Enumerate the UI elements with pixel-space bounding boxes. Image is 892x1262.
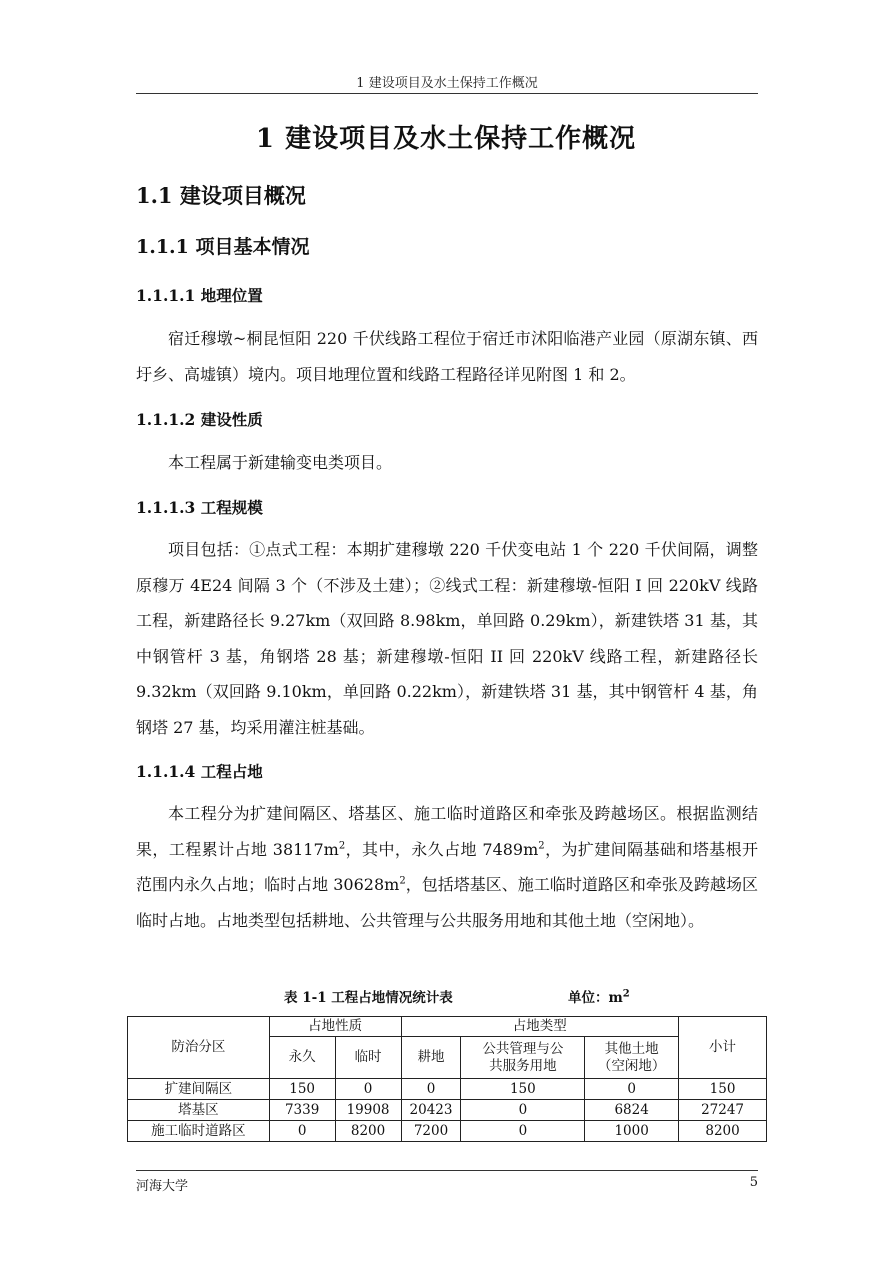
paragraph-scale: 项目包括：①点式工程：本期扩建穆墩 220 千伏变电站 1 个 220 千伏间隔，调整原穆万 4E24 间隔 3 个（不涉及土建）；②线式工程：新建穆墩-恒阳 I 回 220kV 线路工程，新建路径长 9.27km（双回路 8.98km，单回路 0.29km），新建铁塔 31 基，其中钢管杆 3 基，角钢塔 28 基；新建穆墩-恒阳 II 回 220kV 线路工程，新建路径长 9.32km（双回路 9.10km，单回路 0.22km），新建铁塔 31 基，其中钢管杆 4 基，角钢塔 27 基，均采用灌注桩基础。 [136,540,758,737]
table-title: 表 1-1 工程占地情况统计表 [284,990,453,1006]
col-header-permanent: 永久 [269,1037,335,1079]
footer-rule [136,1170,758,1171]
cell-other: 1000 [585,1121,679,1142]
cell-permanent: 7339 [269,1100,335,1121]
table-row [128,1121,767,1142]
cell-public: 0 [461,1121,585,1142]
subsection-heading: 1.1.1 项目基本情况 [136,236,310,258]
page-number: 5 [749,1175,758,1190]
running-header: 1 建设项目及水土保持工作概况 [356,76,538,91]
cell-zone: 扩建间隔区 [128,1079,270,1100]
cell-total: 27247 [679,1100,767,1121]
cell-public: 150 [461,1079,585,1100]
col-header-zone: 防治分区 [128,1017,270,1079]
col-header-public: 公共管理与公 共服务用地 [461,1037,585,1079]
cell-other: 6824 [585,1100,679,1121]
heading-scale: 1.1.1.3 工程规模 [136,498,263,517]
cell-zone: 塔基区 [128,1100,270,1121]
cell-farmland: 0 [401,1079,461,1100]
table-row [128,1100,767,1121]
cell-temporary: 19908 [335,1100,401,1121]
footer-organization: 河海大学 [136,1179,189,1194]
col-header-total: 小计 [679,1017,767,1079]
col-group-nature: 占地性质 [269,1017,401,1037]
heading-location: 1.1.1.1 地理位置 [136,286,263,305]
cell-temporary: 8200 [335,1121,401,1142]
cell-farmland: 20423 [401,1100,461,1121]
section-heading: 1.1 建设项目概况 [136,183,306,208]
cell-farmland: 7200 [401,1121,461,1142]
cell-total: 150 [679,1079,767,1100]
cell-total: 8200 [679,1121,767,1142]
col-header-temporary: 临时 [335,1037,401,1079]
cell-other: 0 [585,1079,679,1100]
cell-permanent: 0 [269,1121,335,1142]
cell-public: 0 [461,1100,585,1121]
table-unit: 单位：$m^2$ [568,988,630,1006]
heading-nature: 1.1.1.2 建设性质 [136,410,263,429]
col-group-type: 占地类型 [401,1017,679,1037]
paragraph-nature: 本工程属于新建输变电类项目。 [168,453,393,472]
col-header-other: 其他土地 （空闲地） [585,1037,679,1079]
chapter-title: 1 建设项目及水土保持工作概况 [255,124,637,154]
cell-zone: 施工临时道路区 [128,1121,270,1142]
heading-land: 1.1.1.4 工程占地 [136,762,263,781]
table-row [128,1079,767,1100]
col-header-farmland: 耕地 [401,1037,461,1079]
paragraph-location: 宿迁穆墩~桐昆恒阳 220 千伏线路工程位于宿迁市沭阳临港产业园（原湖东镇、西圩乡、高墟镇）境内。项目地理位置和线路工程路径详见附图 1 和 2。 [136,329,758,384]
cell-temporary: 0 [335,1079,401,1100]
cell-permanent: 150 [269,1079,335,1100]
header-rule [136,93,758,94]
land-occupation-table [127,1016,767,1142]
paragraph-land: 本工程分为扩建间隔区、塔基区、施工临时道路区和牵张及跨越场区。根据监测结果，工程累计占地 $38117m^2$，其中，永久占地 $7489m^2$，为扩建间隔基础和塔基根开范围内永久占地；临时占地 $30628m^2$，包括塔基区、施工临时道路区和牵张及跨越场区临时占地。占地类型包括耕地、公共管理与公共服务用地和其他土地（空闲地）。 [136,804,758,930]
